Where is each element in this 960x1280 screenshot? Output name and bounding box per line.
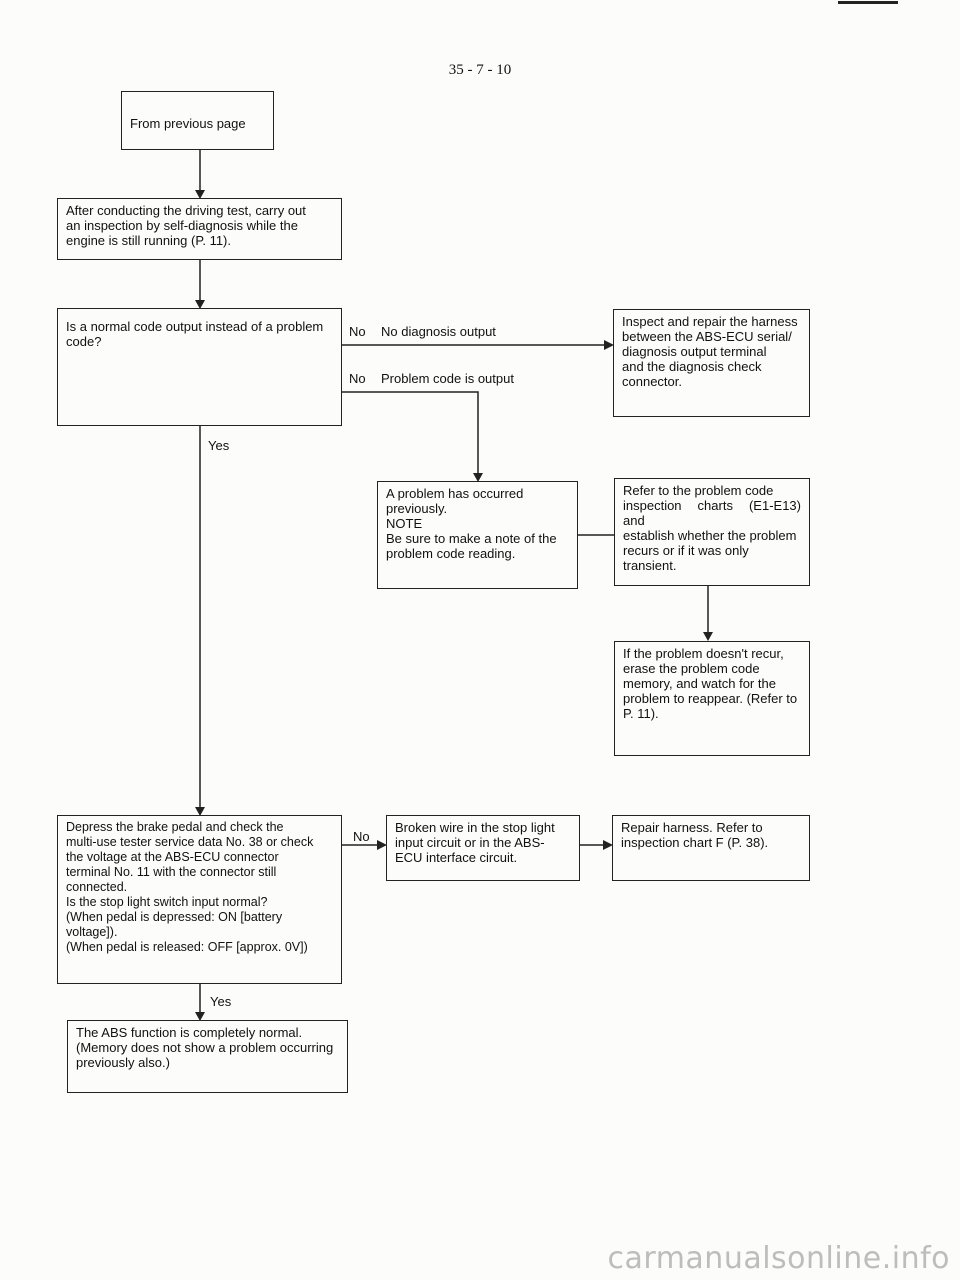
normal-code-question-box bbox=[57, 308, 342, 426]
no-diagnosis-output-label: No diagnosis output bbox=[381, 324, 496, 339]
box-text: and the diagnosis check bbox=[622, 359, 762, 374]
box-text: establish whether the problem bbox=[623, 528, 797, 543]
abs-normal-box bbox=[67, 1020, 348, 1093]
box-text: Repair harness. Refer to bbox=[621, 820, 763, 835]
box-text: input circuit or in the ABS- bbox=[395, 835, 545, 850]
from-previous-page-box bbox=[121, 91, 274, 150]
box-text: Is the stop light switch input normal? bbox=[66, 895, 268, 909]
refer-charts-box bbox=[614, 478, 810, 586]
box-text: multi-use tester service data No. 38 or check bbox=[66, 835, 314, 849]
box-text: connector. bbox=[622, 374, 682, 389]
box-text: voltage]). bbox=[66, 925, 118, 939]
box-text: A problem has occurred bbox=[386, 486, 524, 501]
no-label: No bbox=[349, 324, 366, 339]
stop-light-check-box bbox=[57, 815, 342, 984]
box-text: (When pedal is released: OFF [approx. 0V]) bbox=[66, 940, 308, 954]
box-text: diagnosis output terminal bbox=[622, 344, 767, 359]
box-text: Broken wire in the stop light bbox=[395, 820, 555, 835]
box-text: engine is still running (P. 11). bbox=[66, 233, 232, 248]
box-text: P. 11). bbox=[623, 706, 659, 721]
yes-label: Yes bbox=[208, 438, 230, 453]
box-text: transient. bbox=[623, 558, 677, 573]
box-text: problem code reading. bbox=[386, 546, 516, 561]
box-text: Inspect and repair the harness bbox=[622, 314, 798, 329]
problem-code-output-label: Problem code is output bbox=[381, 371, 514, 386]
box-text: problem to reappear. (Refer to bbox=[623, 691, 798, 706]
box-text: Is a normal code output instead of a problem bbox=[66, 319, 324, 334]
box-text: the voltage at the ABS-ECU connector bbox=[66, 850, 279, 864]
box-text: Depress the brake pedal and check the bbox=[66, 820, 284, 834]
box-text: The ABS function is completely normal. bbox=[76, 1025, 303, 1040]
box-text: previously. bbox=[386, 501, 448, 516]
watermark: carmanualsonline.info bbox=[607, 1241, 950, 1276]
box-text: between the ABS-ECU serial/ bbox=[622, 329, 792, 344]
box-text: If the problem doesn't recur, bbox=[623, 646, 784, 661]
repair-harness-box bbox=[612, 815, 810, 881]
box-text: ECU interface circuit. bbox=[395, 850, 518, 865]
box-text: code? bbox=[66, 334, 102, 349]
box-text: (When pedal is depressed: ON [battery bbox=[66, 910, 283, 924]
box-text: recurs or if it was only bbox=[623, 543, 749, 558]
erase-memory-box bbox=[614, 641, 810, 756]
box-text: Refer to the problem code bbox=[623, 483, 774, 498]
box-text: From previous page bbox=[130, 116, 246, 131]
box-text: After conducting the driving test, carry out bbox=[66, 203, 306, 218]
problem-occurred-box bbox=[377, 481, 578, 589]
box-text: connected. bbox=[66, 880, 128, 894]
broken-wire-box bbox=[386, 815, 580, 881]
inspect-harness-box bbox=[613, 309, 810, 417]
box-text: inspection charts (E1-E13) and bbox=[623, 498, 801, 528]
driving-test-box bbox=[57, 198, 342, 260]
no-label: No bbox=[349, 371, 366, 386]
box-text: an inspection by self-diagnosis while the bbox=[66, 218, 298, 233]
page-number: 35 - 7 - 10 bbox=[448, 62, 512, 78]
no-label: No bbox=[353, 829, 370, 844]
box-text: Be sure to make a note of the bbox=[386, 531, 557, 546]
box-text: (Memory does not show a problem occurring bbox=[76, 1040, 334, 1055]
box-text: previously also.) bbox=[76, 1055, 170, 1070]
box-text: terminal No. 11 with the connector still bbox=[66, 865, 277, 879]
box-text: erase the problem code bbox=[623, 661, 760, 676]
box-text: memory, and watch for the bbox=[623, 676, 776, 691]
note-heading: NOTE bbox=[386, 516, 423, 531]
yes-label: Yes bbox=[210, 994, 232, 1009]
box-text: inspection chart F (P. 38). bbox=[621, 835, 769, 850]
